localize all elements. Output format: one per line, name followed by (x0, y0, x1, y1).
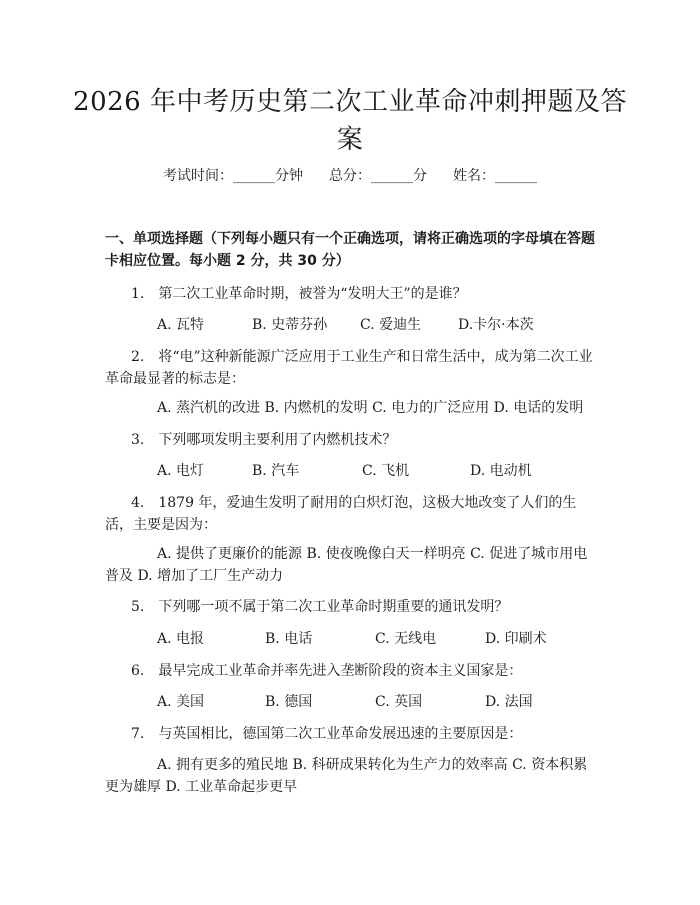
exam-time-field: 考试时间：______分钟 (163, 168, 303, 184)
question-stem: 5. 下列哪一项不属于第二次工业革命时期重要的通讯发明？ (131, 599, 509, 615)
option: A. 电灯 (157, 463, 205, 479)
option: C. 英国 (375, 694, 423, 710)
question-options: A. 拥有更多的殖民地 B. 科研成果转化为生产力的效率高 C. 资本积累更为雄厚 D. 工业革命起步更早 (105, 757, 588, 795)
question-stem: 4. 1879 年，爱迪生发明了耐用的白炽灯泡，这极大地改变了人们的生活，主要是因为： (105, 495, 577, 533)
question-stem: 3. 下列哪项发明主要利用了内燃机技术？ (131, 432, 397, 448)
option: B. 史蒂芬孙 (252, 317, 328, 333)
exam-info-line (0, 166, 700, 186)
option: A. 美国 (157, 694, 205, 710)
question-stem: 6. 最早完成工业革命并率先进入垄断阶段的资本主义国家是： (131, 663, 523, 679)
option: A. 电报 (157, 631, 205, 647)
question-options: A. 提供了更廉价的能源 B. 使夜晚像白天一样明亮 C. 促进了城市用电普及 D. 增加了工厂生产动力 (105, 546, 588, 584)
option: D. 电动机 (470, 463, 532, 479)
option: D. 印刷术 (485, 631, 547, 647)
option: B. 汽车 (252, 463, 300, 479)
student-name-field: 姓名：______ (453, 168, 537, 184)
question-options (105, 628, 595, 650)
question-options (105, 460, 595, 482)
question-stem: 2. 将“电”这种新能源广泛应用于工业生产和日常生活中，成为第二次工业革命最显著的标志是： (105, 349, 593, 387)
question-options: A. 蒸汽机的改进 B. 内燃机的发明 C. 电力的广泛应用 D. 电话的发明 (157, 400, 584, 416)
question-options (105, 691, 595, 713)
option: B. 德国 (265, 694, 313, 710)
total-score-field: 总分：______分 (329, 168, 427, 184)
option: B. 电话 (265, 631, 313, 647)
option: C. 无线电 (375, 631, 437, 647)
option: C. 爱迪生 (360, 317, 422, 333)
question-options (105, 314, 595, 336)
section-heading: 一、单项选择题（下列每小题只有一个正确选项，请将正确选项的字母填在答题卡相应位置。每小题 2 分，共 30 分） (105, 231, 595, 269)
option: C. 飞机 (362, 463, 410, 479)
option: D.卡尔·本茨 (458, 317, 534, 333)
question-stem: 1. 第二次工业革命时期，被誉为“发明大王”的是谁？ (131, 286, 467, 302)
option: A. 瓦特 (157, 317, 205, 333)
document-title: 2026 年中考历史第二次工业革命冲刺押题及答案 (73, 87, 627, 155)
option: D. 法国 (485, 694, 533, 710)
question-stem: 7. 与英国相比，德国第二次工业革命发展迅速的主要原因是： (131, 726, 523, 742)
